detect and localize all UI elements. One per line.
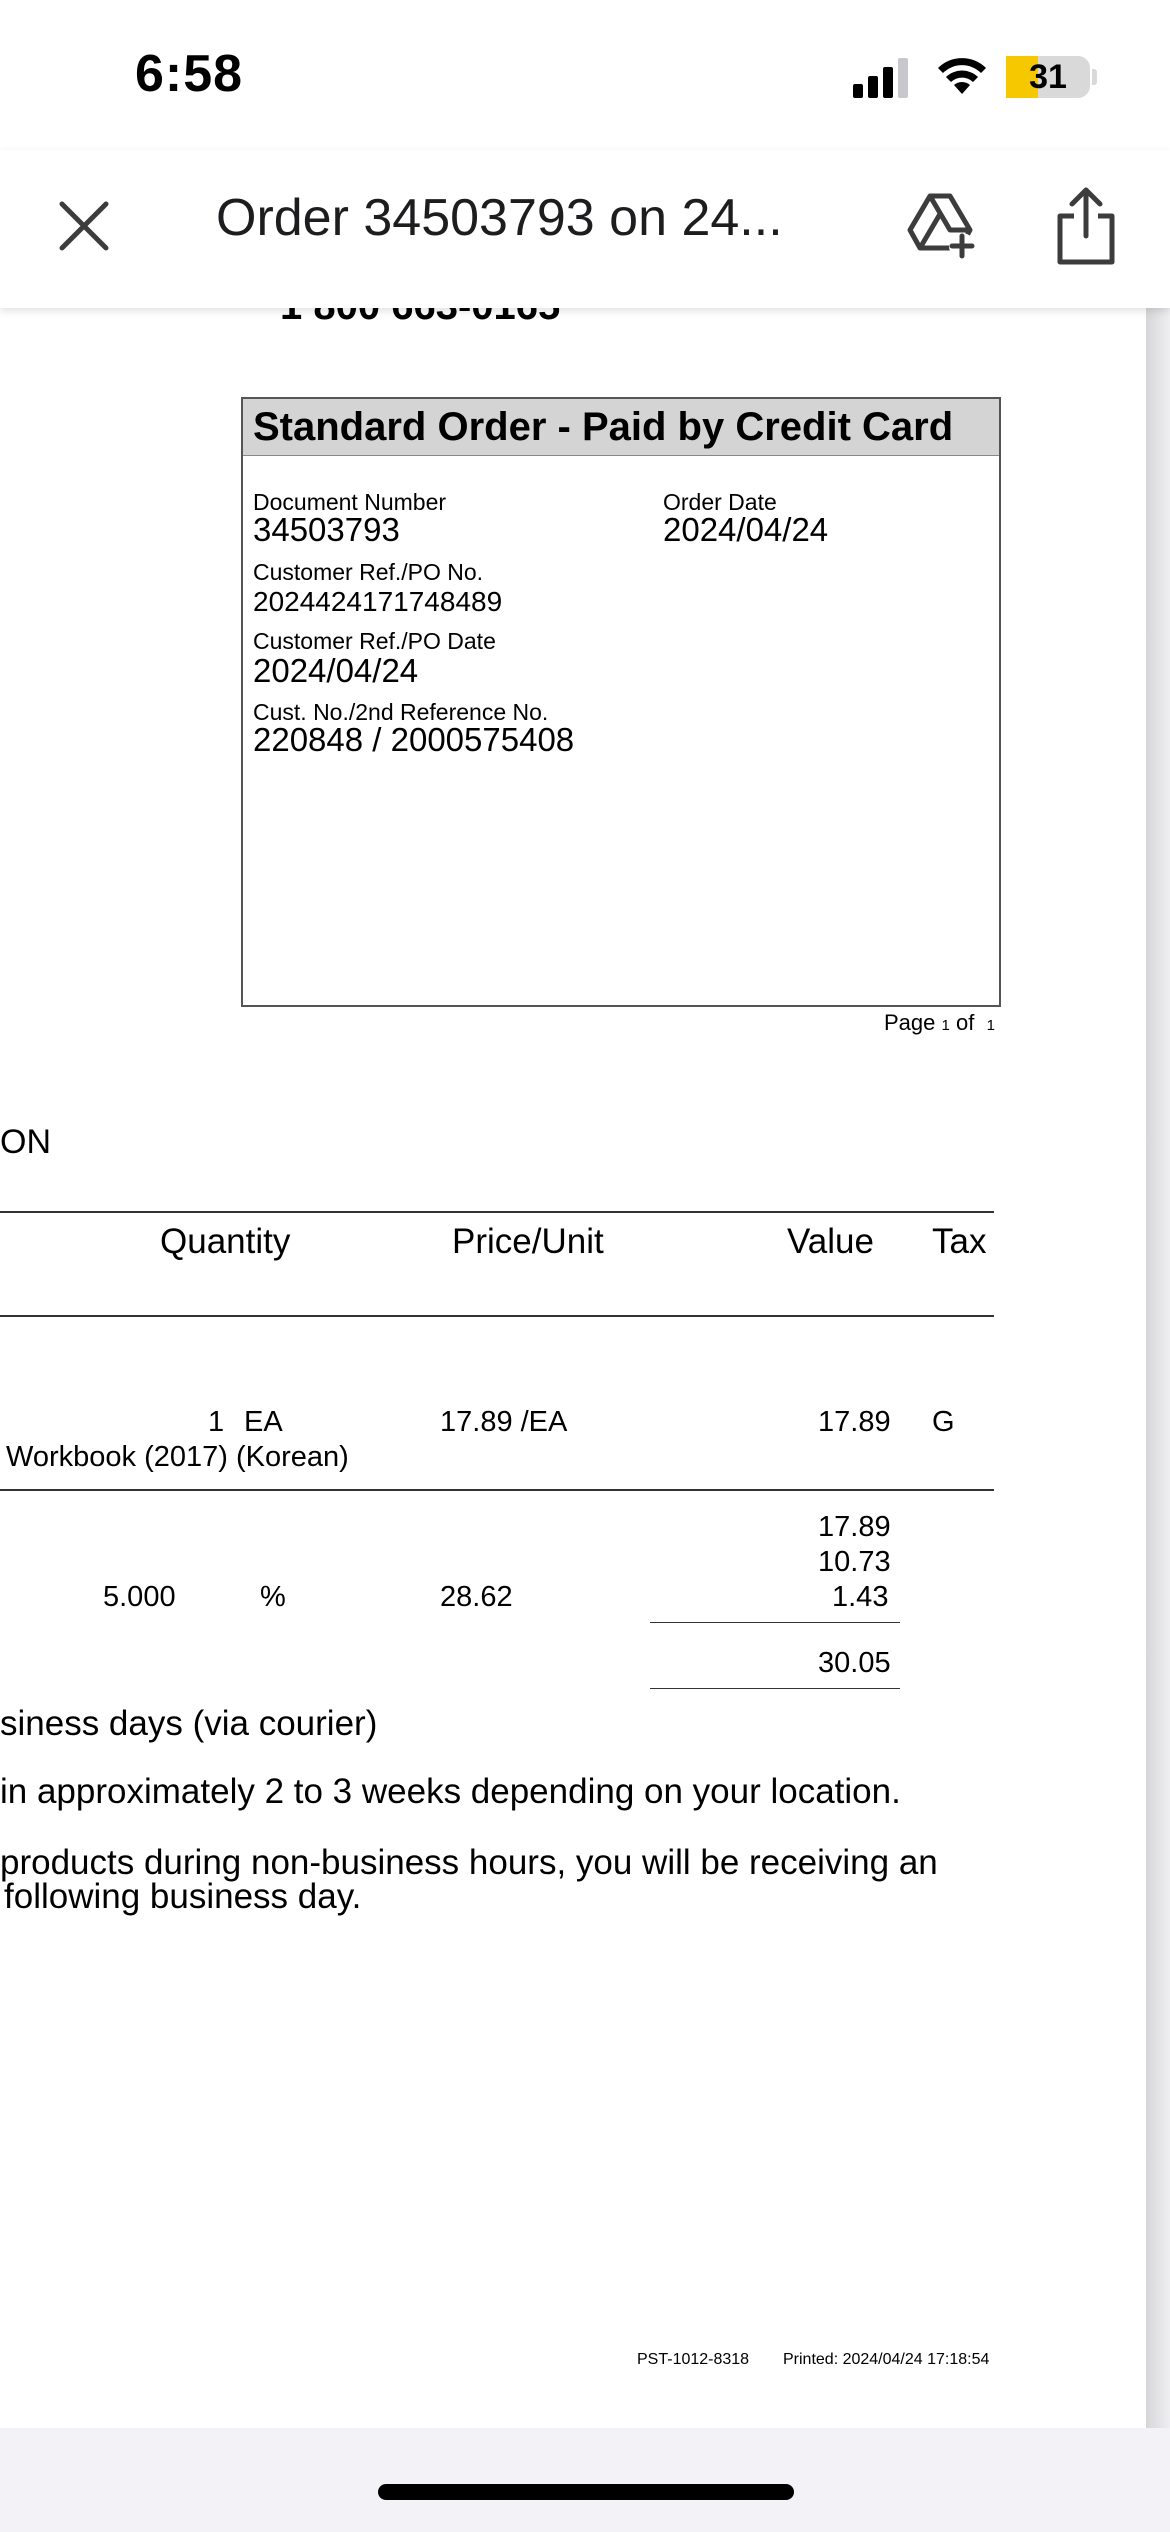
total-value: 30.05 <box>818 1647 891 1679</box>
page-edge-shadow <box>1146 308 1170 2428</box>
column-tax: Tax <box>932 1222 987 1261</box>
nav-bar <box>0 150 1170 308</box>
document-number-label: Document Number <box>253 489 447 515</box>
footer-code: PST-1012-8318 <box>637 2351 750 2368</box>
customer-ref-label: Customer Ref./PO No. <box>253 559 484 585</box>
share-icon[interactable] <box>1054 186 1118 266</box>
order-date-label: Order Date <box>663 489 777 515</box>
delivery-note-line1: siness days (via courier) <box>0 1704 378 1743</box>
cellular-signal-icon <box>853 58 913 98</box>
tax-base: 28.62 <box>440 1581 513 1613</box>
item-price: 17.89 /EA <box>440 1406 568 1438</box>
subtotal-value: 17.89 <box>818 1511 891 1543</box>
status-bar <box>0 0 1170 150</box>
delivery-note-line4: following business day. <box>4 1877 362 1916</box>
tax-rate: 5.000 <box>103 1581 176 1613</box>
table-top-rule <box>0 1211 994 1213</box>
table-header-rule <box>0 1315 994 1317</box>
item-unit: EA <box>244 1406 283 1438</box>
page-number: Page 1 of 1 <box>884 1010 995 1035</box>
tax-amount: 1.43 <box>832 1581 889 1613</box>
status-time: 6:58 <box>135 45 244 103</box>
home-indicator[interactable] <box>378 2484 794 2500</box>
battery-icon <box>1006 56 1090 98</box>
close-icon[interactable] <box>56 198 112 254</box>
delivery-note-line2: in approximately 2 to 3 weeks depending on your location. <box>0 1772 901 1811</box>
cust-no-label: Cust. No./2nd Reference No. <box>253 699 549 725</box>
total-rule-bottom <box>650 1688 900 1689</box>
section-heading-partial: ON <box>0 1123 51 1161</box>
customer-ref-date-value: 2024/04/24 <box>253 652 419 689</box>
document-title: Order 34503793 on 24... <box>216 189 783 247</box>
customer-ref-value: 2024424171748489 <box>253 586 503 617</box>
item-quantity: 1 <box>208 1406 225 1438</box>
delivery-note-line3: products during non-business hours, you will be receiving an <box>0 1843 938 1882</box>
add-to-drive-icon[interactable] <box>906 190 978 260</box>
wifi-icon <box>936 54 988 96</box>
shipping-value: 10.73 <box>818 1546 891 1578</box>
item-description: Workbook (2017) (Korean) <box>6 1441 349 1473</box>
column-price-unit: Price/Unit <box>452 1222 604 1261</box>
cust-no-value: 220848 / 2000575408 <box>253 721 575 758</box>
pdf-page[interactable] <box>0 308 1146 2428</box>
order-date-value: 2024/04/24 <box>663 511 829 548</box>
order-type-heading: Standard Order - Paid by Credit Card <box>243 399 999 456</box>
item-rule <box>0 1489 994 1491</box>
item-tax-code: G <box>932 1406 955 1438</box>
order-info-box <box>241 397 1001 1007</box>
footer-printed: Printed: 2024/04/24 17:18:54 <box>783 2351 990 2368</box>
total-rule-top <box>650 1622 900 1623</box>
battery-percent: 31 <box>1029 58 1067 96</box>
item-value: 17.89 <box>818 1406 891 1438</box>
column-quantity: Quantity <box>160 1222 291 1261</box>
tax-percent-sign: % <box>260 1581 286 1613</box>
customer-ref-date-label: Customer Ref./PO Date <box>253 628 496 654</box>
column-value: Value <box>787 1222 874 1261</box>
document-number-value: 34503793 <box>253 511 400 548</box>
